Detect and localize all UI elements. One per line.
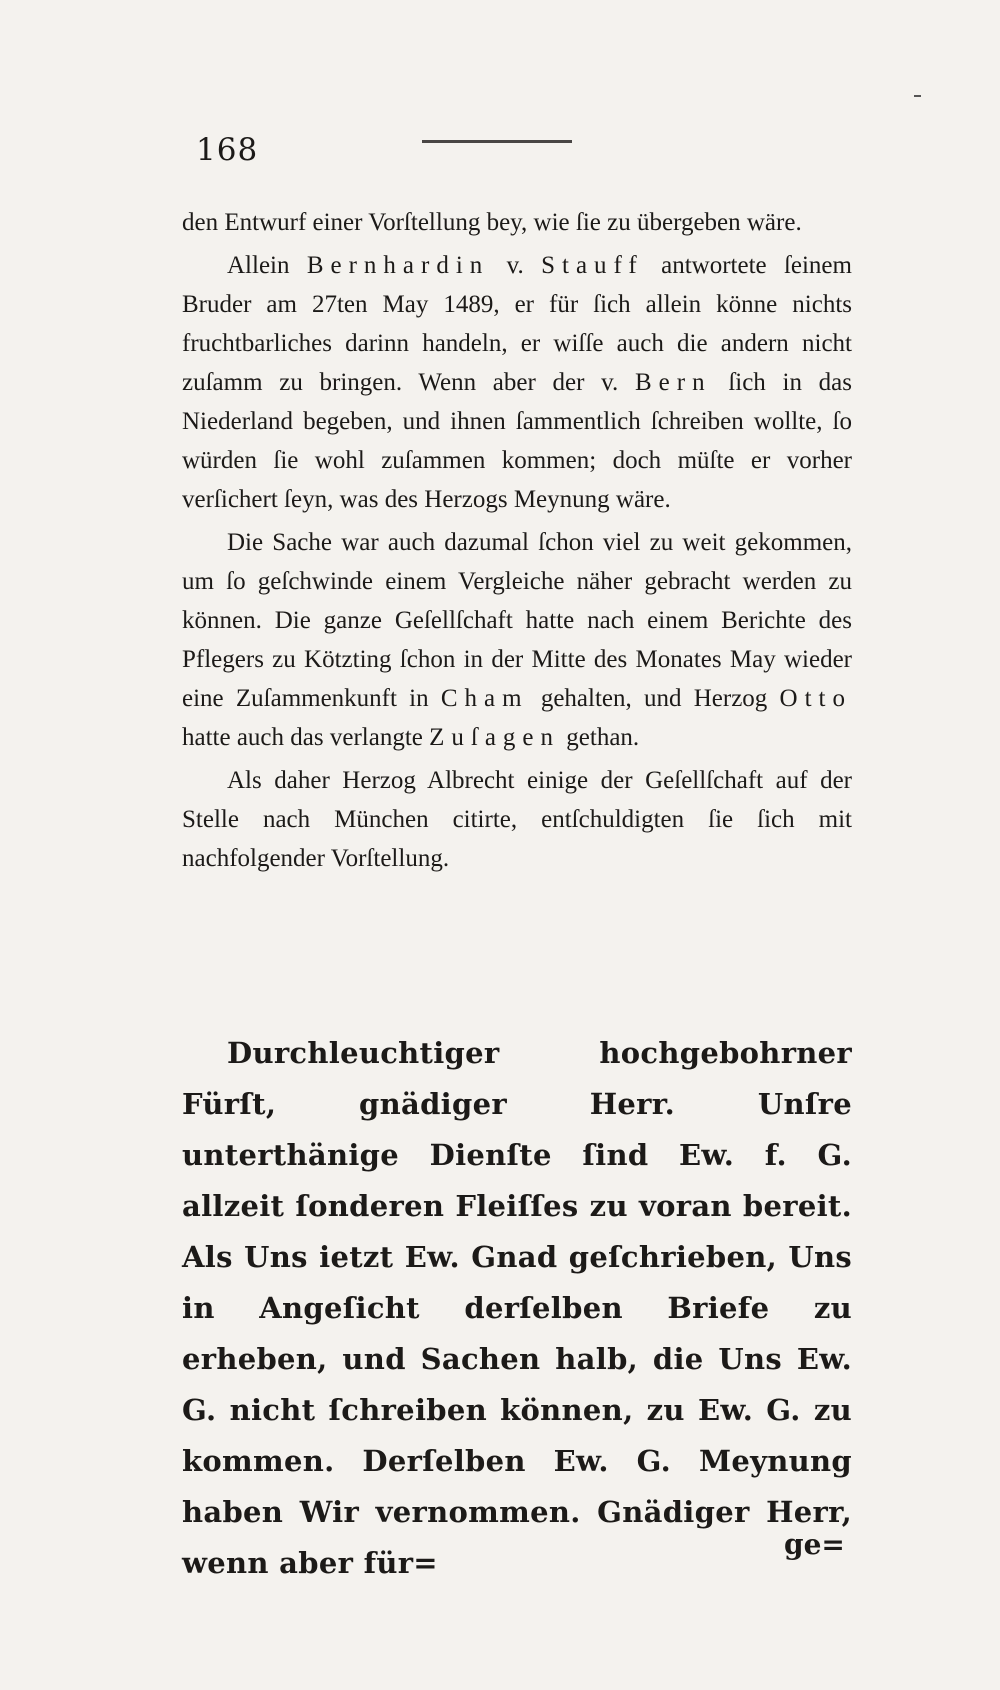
paragraph-2 bbox=[182, 246, 852, 519]
text-run: gethan. bbox=[560, 724, 640, 751]
name-otto: Otto bbox=[779, 685, 852, 712]
text-run: Die Sache war auch dazumal ſchon viel zu weit gekommen, um ſo geſchwinde einem Vergleiche näher gebracht werden zu können. Die ganze Geſellſchaft hatte nach einem Berichte des Pflegers zu Kötzting ſchon in der Mitte des Monates May wieder eine Zuſammenkunft in bbox=[182, 529, 852, 712]
paragraph-4: Als daher Herzog Albrecht einige der Geſellſchaft auf der Stelle nach München citirte, entſchuldigten ſie ſich mit nachfolgender Vorſtellung. bbox=[182, 767, 852, 872]
header-rule bbox=[422, 140, 572, 143]
body-text bbox=[182, 203, 852, 882]
text-run: Allein bbox=[227, 252, 307, 279]
quoted-letter bbox=[182, 1028, 852, 1589]
letter-text: Durchleuchtiger hochgebohrner Fürſt, gnädiger Herr. Unſre unterthänige Dienſte ſind Ew. f. G. allzeit ſonderen Fleiſſes zu voran bereit. Als Uns ietzt Ew. Gnad geſchrieben, Uns in Angeſicht derſelben Briefe zu erheben, und Sachen halb, die Uns Ew. G. nicht ſchreiben können, zu Ew. G. zu kommen. Derſelben Ew. G. Meynung haben Wir vernommen. Gnädiger Herr, wenn aber für= bbox=[182, 1036, 852, 1580]
name-bern: Bern bbox=[635, 369, 712, 396]
page-number: 168 bbox=[196, 132, 259, 168]
catchword: ge= bbox=[784, 1528, 845, 1561]
text-run: v. bbox=[489, 252, 542, 279]
name-stauff: Stauff bbox=[541, 252, 644, 279]
running-header bbox=[196, 132, 616, 172]
edge-mark bbox=[914, 95, 921, 97]
paragraph-3 bbox=[182, 523, 852, 757]
name-bernhardin: Bernhardin bbox=[306, 252, 490, 279]
text-run: gehalten, und Herzog bbox=[528, 685, 780, 712]
text-run: ſich in das Niederland begeben, und ihnen ſammentlich ſchreiben wollte, ſo würden ſie wohl zuſammen kommen; doch müſte er vorher verſichert ſeyn, was des Herzogs Meynung wäre. bbox=[182, 369, 852, 513]
place-cham: Cham bbox=[440, 685, 529, 712]
word-zusagen: Zuſagen bbox=[429, 724, 561, 751]
text-run: hatte auch das verlangte bbox=[182, 724, 430, 751]
text-run: antwortete ſeinem Bruder am 27ten May 1489, er für ſich allein könne nichts fruchtbarliches darinn handeln, er wiſſe auch die andern nicht zuſamm zu bringen. Wenn aber der v. bbox=[182, 252, 852, 396]
paragraph-1: den Entwurf einer Vorſtellung bey, wie ſie zu übergeben wäre. bbox=[182, 209, 802, 236]
